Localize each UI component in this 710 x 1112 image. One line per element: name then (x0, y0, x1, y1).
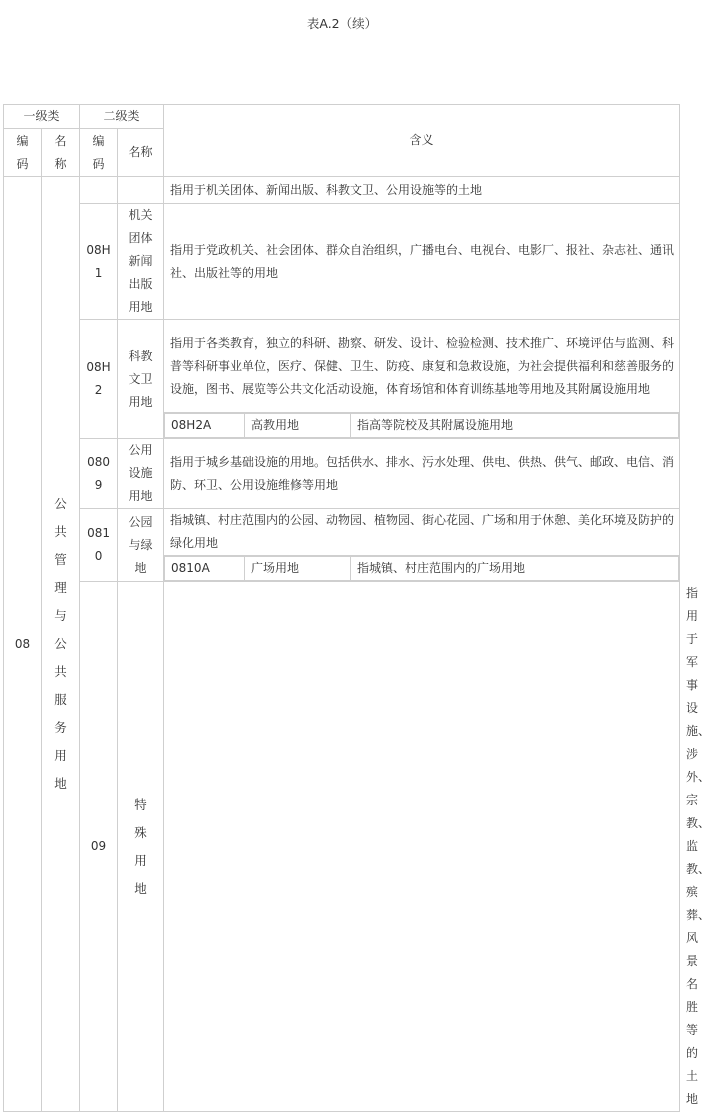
table-row-08H2 (4, 320, 680, 413)
name-08H1: 机关 团体 新闻 出版 用地 (128, 208, 153, 314)
header-row-1 (4, 105, 680, 129)
table-row-09: 09 特 殊 用 地 指用于军事设施、涉外、宗教、监教、殡葬、风景名胜等的土地 (4, 582, 680, 1112)
header-name1: 名 称 (54, 133, 67, 171)
name-09: 特 殊 用 地 (134, 796, 147, 896)
name-0810: 公园 与绿 地 (128, 514, 153, 575)
code-08H2: 08H 2 (86, 360, 111, 397)
meaning-08: 指用于机关团体、新闻出版、科教文卫、公用设施等的土地 (164, 177, 680, 204)
table-title: 表A.2（续） (306, 16, 378, 31)
meaning-08H1: 指用于党政机关、社会团体、群众自治组织，广播电台、电视台、电影厂、报社、杂志社、通讯社、出版社等的用地 (164, 204, 680, 320)
code-08H2A: 08H2A (165, 414, 245, 438)
table-row-0809 (4, 439, 680, 509)
code-0810: 081 0 (87, 526, 110, 563)
code-0809: 080 9 (87, 454, 110, 492)
code-08: 08 (4, 177, 42, 1112)
table-row-08H1 (4, 204, 680, 320)
name-08H2A: 高教用地 (245, 414, 351, 438)
name-08: 公 共 管 理 与 公 共 服 务 用 地 (54, 496, 67, 791)
header-meaning: 含义 (164, 105, 680, 177)
code-08H1: 08H 1 (86, 242, 111, 280)
meaning-0809: 指用于城乡基础设施的用地。包括供水、排水、污水处理、供电、供热、供气、邮政、电信、消防、环卫、公用设施维修等用地 (164, 439, 680, 509)
land-use-classification-table (3, 104, 710, 1112)
code-0810A: 0810A (165, 557, 245, 581)
meaning-0810: 指城镇、村庄范围内的公园、动物园、植物园、街心花园、广场和用于休憩、美化环境及防护的绿化用地 (164, 509, 680, 556)
header-name2: 名称 (128, 145, 153, 159)
meaning-0810A: 指城镇、村庄范围内的广场用地 (351, 557, 679, 581)
name-0809: 公用 设施 用地 (128, 443, 153, 503)
meaning-08H2: 指用于各类教育，独立的科研、勘察、研发、设计、检验检测、技术推广、环境评估与监测、科普等科研事业单位，医疗、保健、卫生、防疫、康复和急救设施，为社会提供福利和慈善服务的设施，图书、展览等公共文化活动设施，体育场馆和体育训练基地等用地及其附属设施用地 (164, 320, 680, 413)
header-code1: 编 码 (16, 133, 29, 171)
name-0810A: 广场用地 (245, 557, 351, 581)
code-09: 09 (80, 582, 118, 1112)
meaning-08H2A: 指高等院校及其附属设施用地 (351, 414, 679, 438)
header-level2: 二级类 (80, 105, 164, 129)
table-row-08 (4, 177, 680, 204)
header-level1: 一级类 (4, 105, 80, 129)
name-08H2: 科教 文卫 用地 (128, 348, 153, 409)
table-row-0810 (4, 509, 680, 556)
header-code2: 编 码 (92, 133, 105, 171)
